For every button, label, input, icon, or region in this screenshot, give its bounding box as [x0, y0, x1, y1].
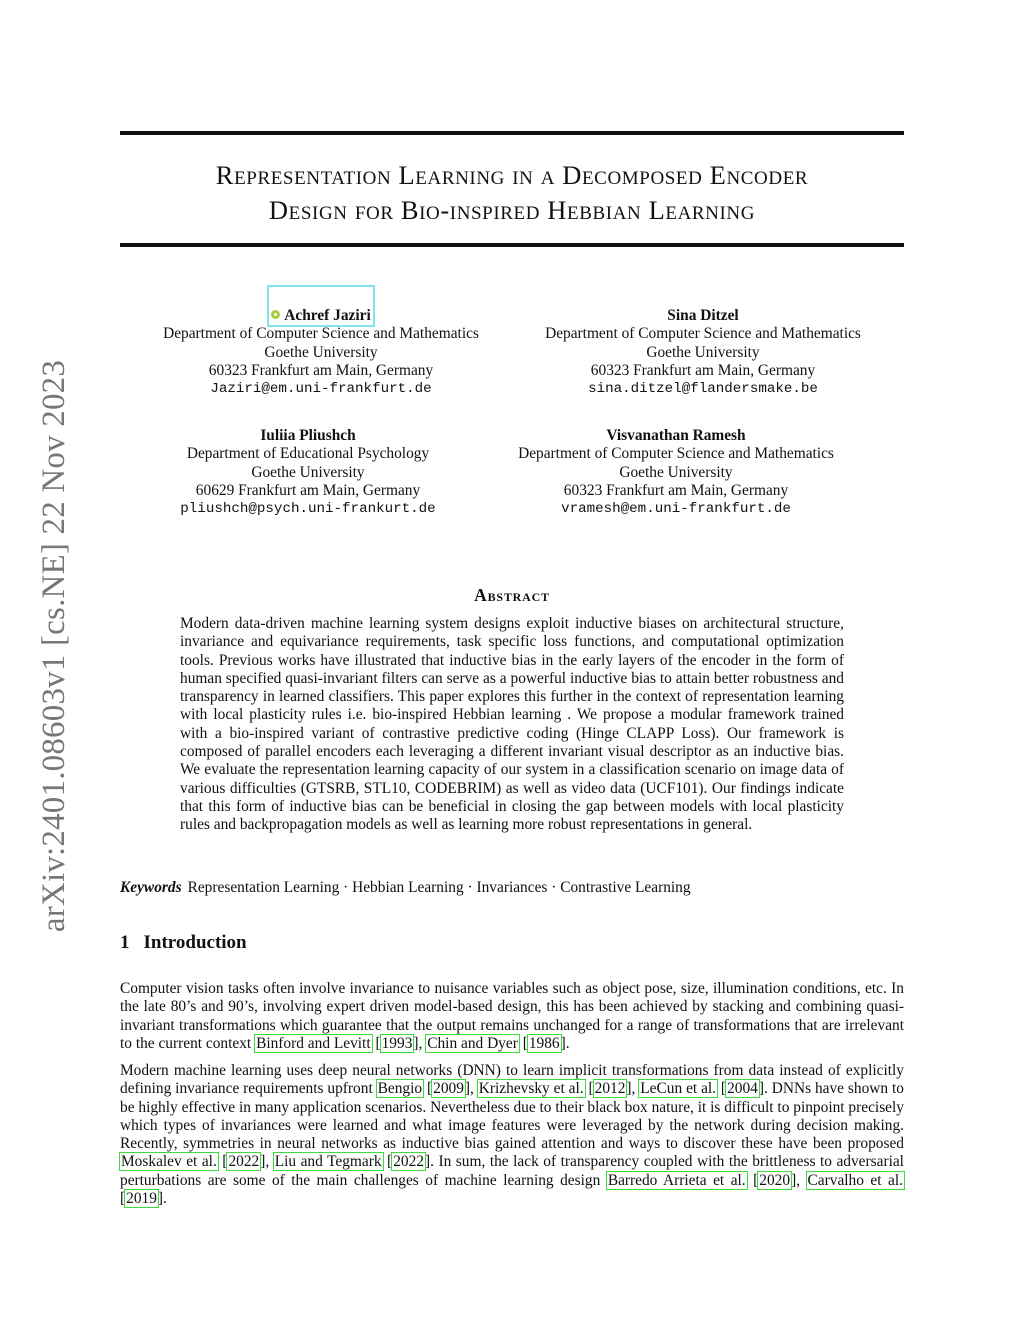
title-bottom-rule [120, 243, 904, 247]
citation-year-link[interactable]: 1986 [528, 1034, 560, 1052]
citation-year-link[interactable]: 2022 [228, 1153, 260, 1171]
author-department: Department of Computer Science and Mathematics [518, 445, 834, 463]
title-line-2: Design for Bio-inspired Hebbian Learning [268, 195, 756, 225]
citation-link[interactable]: LeCun et al. [640, 1080, 717, 1098]
paragraph-text: . In sum, the lack of transparency coupled with the brittleness to adversarial perturbations are some of the main challenges of machine learning design [120, 1153, 904, 1189]
orcid-icon[interactable] [271, 310, 280, 319]
author-block-2 [503, 307, 903, 398]
citation-year-link[interactable]: 2020 [759, 1171, 791, 1189]
author-department: Department of Educational Psychology [186, 445, 430, 463]
keywords-label: Keywords [120, 879, 182, 896]
citation-year-link[interactable]: 2012 [594, 1080, 626, 1098]
paper-title [120, 158, 904, 228]
title-line-1: Representation Learning in a Decomposed Encoder [215, 160, 809, 190]
author-address: 60323 Frankfurt am Main, Germany [208, 361, 434, 379]
citation-link[interactable]: Binford and Levitt [256, 1034, 371, 1052]
author-university: Goethe University [619, 463, 733, 481]
author-name: Iuliia Pliushch [260, 427, 356, 444]
author-department: Department of Computer Science and Mathematics [163, 325, 479, 343]
paragraph-text: Computer vision tasks often involve invariance to nuisance variables such as object pose, size, illumination conditions, etc. In the late 80’s and 90’s, involving expert driven model-based design, this has been achieved by stacking and combining quasi-invariant transformations which guarantee that the output remains unchanged for a range of transformations that are irrelevant to the current context [120, 980, 904, 1052]
keywords-line [120, 879, 904, 897]
citation-link[interactable]: Moskalev et al. [121, 1153, 217, 1171]
citation-link[interactable]: Barredo Arrieta et al. [607, 1171, 746, 1189]
author-name: Sina Ditzel [667, 307, 739, 324]
citation-link[interactable]: Krizhevsky et al. [478, 1080, 584, 1098]
citation-year-link[interactable]: 1993 [381, 1034, 413, 1052]
intro-paragraph-1: Computer vision tasks often involve invariance to nuisance variables such as object pose, size, illumination conditions, etc. In the late 80’s and 90’s, involving expert driven model-based design, this has been achieved by stacking and combining quasi-invariant transformations which guarantee that the output remains unchanged for a range of transformations that are irrelevant to the current context Binford and Levitt [1993], Chin and Dyer [1986]. [120, 980, 904, 1052]
citation-year-link[interactable]: 2009 [433, 1080, 464, 1098]
author-block-4 [476, 427, 876, 518]
author-university: Goethe University [251, 463, 365, 481]
arxiv-identifier: arXiv:2401.08603v1 [cs.NE] 22 Nov 2023 [36, 359, 72, 933]
author-department: Department of Computer Science and Mathematics [545, 325, 861, 343]
section-heading [120, 932, 247, 954]
title-top-rule [120, 131, 904, 135]
paragraph-text: Modern machine learning uses deep neural networks (DNN) to learn implicit transformations from data instead of explicitly defining invariance requirements upfront [120, 1062, 904, 1098]
author-address: 60323 Frankfurt am Main, Germany [563, 481, 789, 499]
author-university: Goethe University [264, 343, 378, 361]
keywords-text: Representation Learning · Hebbian Learning · Invariances · Contrastive Learning [187, 879, 691, 896]
author-name: Achref Jaziri [284, 307, 371, 324]
citation-link[interactable]: Liu and Tegmark [274, 1153, 382, 1171]
citation-link[interactable]: Chin and Dyer [427, 1034, 518, 1052]
author-email[interactable]: pliushch@psych.uni-frankurt.de [180, 501, 436, 518]
author-email[interactable]: Jaziri@em.uni-frankfurt.de [210, 381, 432, 398]
author-address: 60629 Frankfurt am Main, Germany [195, 481, 421, 499]
section-title: Introduction [143, 932, 247, 953]
author-name-highlight[interactable] [269, 287, 372, 325]
citation-year-link[interactable]: 2022 [393, 1153, 424, 1171]
citation-year-link[interactable]: 2019 [126, 1190, 157, 1208]
author-address: 60323 Frankfurt am Main, Germany [590, 361, 816, 379]
section-number: 1 [120, 932, 130, 953]
citation-link[interactable]: Bengio [377, 1080, 423, 1098]
abstract-text: Modern data-driven machine learning system designs exploit inductive biases on architectural structure, invariance and equivariance requirements, task specific loss functions, and computational optimization tools. Previous works have illustrated that inductive bias in the early layers of the encoder in the form of human specified quasi-invariant filters can serve as a powerful inductive bias to attain better robustness and transparency in learned classifiers. This paper explores this further in the context of representation learning with local plasticity rules i.e. bio-inspired Hebbian learning . We propose a modular framework trained with a bio-inspired variant of contrastive predictive coding (Hinge CLAPP Loss). Our framework is composed of parallel encoders each leveraging a different invariant visual descriptor as an inductive bias. We evaluate the representation learning capacity of our system in a classification scenario on image data of various difficulties (GTSRB, STL10, CODEBRIM) as well as video data (UCF101). Our findings indicate that this form of inductive bias can be beneficial in closing the gap between models with local plasticity rules and backpropagation models as well as learning more robust representations in general. [180, 615, 844, 834]
author-email[interactable]: sina.ditzel@flandersmake.be [588, 381, 818, 398]
citation-year-link[interactable]: 2004 [727, 1080, 758, 1098]
citation-link[interactable]: Carvalho et al. [807, 1171, 903, 1189]
author-name: Visvanathan Ramesh [606, 427, 746, 444]
intro-paragraph-2: Modern machine learning uses deep neural networks (DNN) to learn implicit transformations from data instead of explicitly defining invariance requirements upfront Bengio [2009], Krizhevsky et al. [2012], LeCun et al. [2004]. DNNs have shown to be highly effective in many application scenarios. Nevertheless due to their black box nature, it is difficult to pinpoint precisely which types of invariances were learned and what image features were leveraged by the network during decision making. Recently, symmetries in neural networks as inductive bias gained attention and ways to discover these have been proposed Moskalev et al. [2022], Liu and Tegmark [2022]. In sum, the lack of transparency coupled with the brittleness to adversarial perturbations are some of the main challenges of machine learning design Barredo Arrieta et al. [2020], Carvalho et al. [2019]. [120, 1062, 904, 1208]
author-block-3 [108, 427, 508, 518]
abstract-heading: Abstract [474, 585, 550, 605]
paragraph-text: . DNNs have shown to be highly effective in many application scenarios. Nevertheless due to their black box nature, it is difficult to pinpoint precisely which types of invariances were learned and what image features were leveraged by the network during decision making. Recently, symmetries in neural networks as inductive bias gained attention and ways to discover these have been proposed [120, 1080, 904, 1153]
author-university: Goethe University [646, 343, 760, 361]
author-email[interactable]: vramesh@em.uni-frankfurt.de [561, 501, 791, 518]
author-block-1 [121, 307, 521, 398]
